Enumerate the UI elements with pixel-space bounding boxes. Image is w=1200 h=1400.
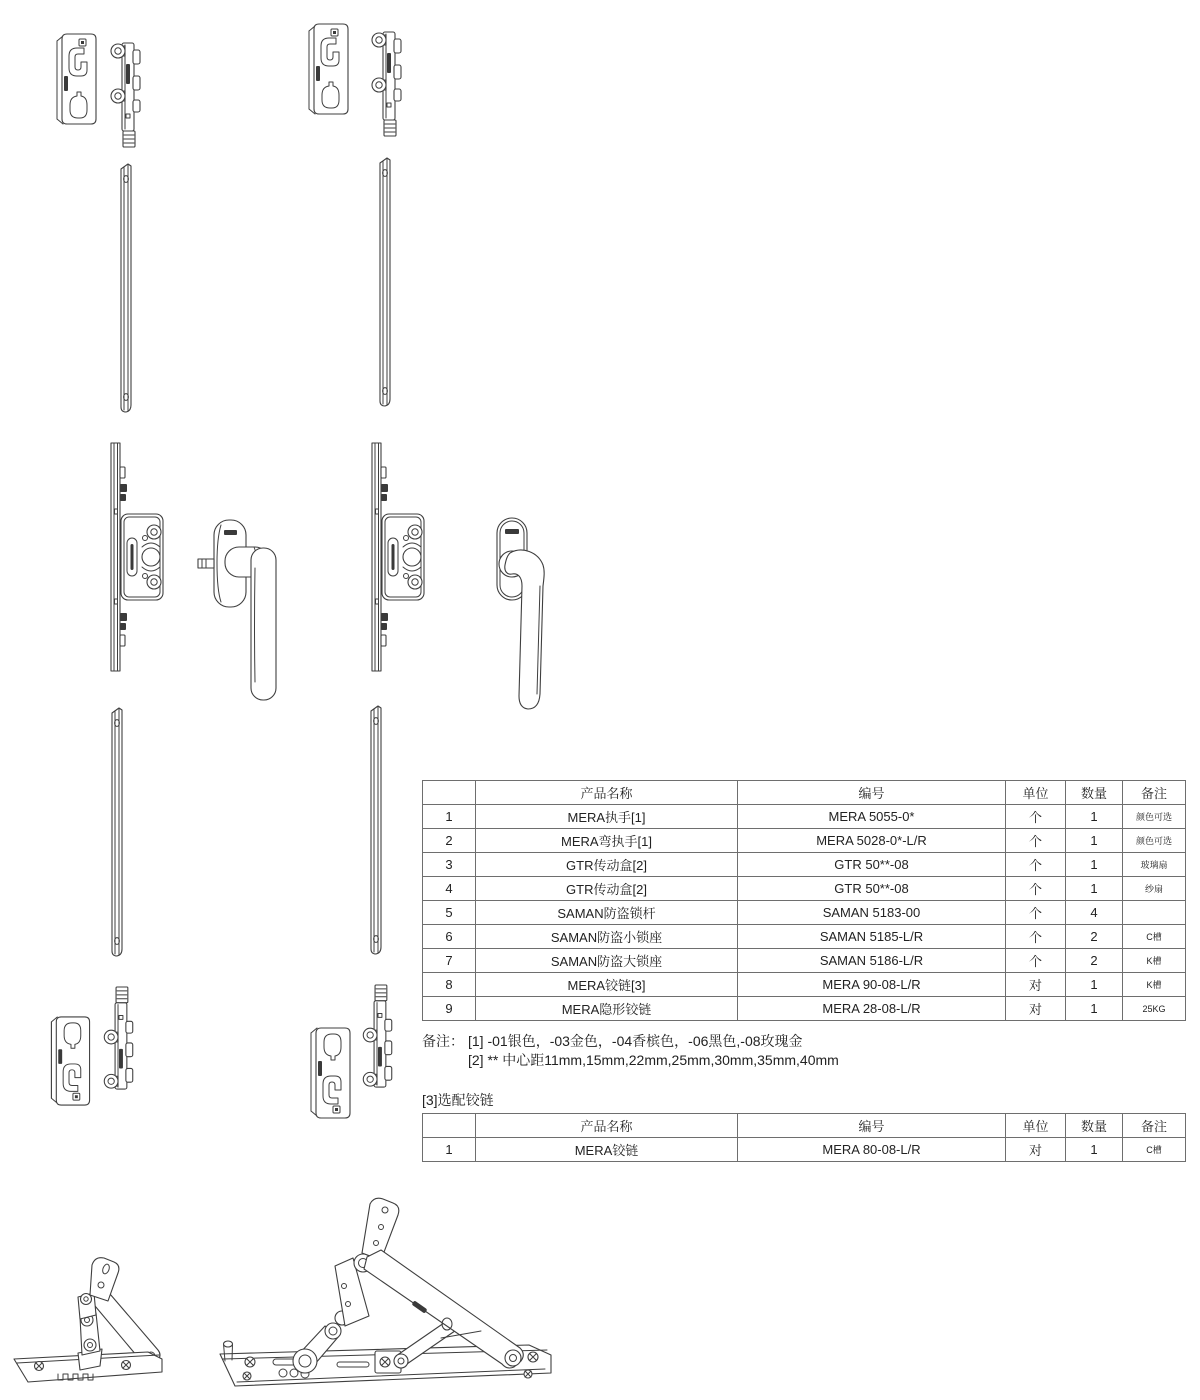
table-header-row [423,1114,1186,1138]
table-cell: 玻璃扇 [1123,853,1186,877]
lock-keeper-drawing-top-left [54,32,98,126]
table-row [423,877,1186,901]
lock-bar-drawing-2 [375,156,393,408]
table-cell: 个 [1006,949,1066,973]
table-cell: 1 [1066,877,1123,901]
table-cell: SAMAN防盗大锁座 [476,949,738,973]
column-header: 产品名称 [476,1114,738,1138]
table-cell: 个 [1006,805,1066,829]
lock-keeper-drawing-bottom-left [48,1015,92,1107]
table-cell: 1 [1066,997,1123,1021]
note-line-2: [2] ** 中心距11mm,15mm,22mm,25mm,30mm,35mm,40mm [468,1052,839,1068]
table-cell: SAMAN 5186-L/R [738,949,1006,973]
column-header: 单位 [1006,1114,1066,1138]
column-header: 数量 [1066,1114,1123,1138]
table-cell [1123,901,1186,925]
table-cell: MERA 90-08-L/R [738,973,1006,997]
table-cell: 8 [423,973,476,997]
table-cell: 1 [1066,853,1123,877]
lock-bar-drawing-1 [116,162,134,414]
table-cell: GTR传动盒[2] [476,853,738,877]
table-cell: 个 [1006,829,1066,853]
column-header [423,781,476,805]
table-cell: 7 [423,949,476,973]
table-cell: C槽 [1123,1138,1186,1162]
optional-hinge-table [422,1113,1186,1162]
handle-front-view-drawing [495,516,547,718]
table-cell: 4 [423,877,476,901]
table-cell: 颜色可选 [1123,805,1186,829]
table-cell: GTR 50**-08 [738,853,1006,877]
table-row [423,949,1186,973]
table-cell: SAMAN防盗锁杆 [476,901,738,925]
table-header-row [423,781,1186,805]
table-cell: 25KG [1123,997,1186,1021]
lock-slider-drawing-top-left [110,38,142,148]
lock-keeper-drawing-top-right [306,22,350,116]
table-cell: 1 [1066,1138,1123,1162]
table-cell: 个 [1006,853,1066,877]
table-cell: 2 [1066,949,1123,973]
table-cell: MERA铰链[3] [476,973,738,997]
table-cell: MERA 28-08-L/R [738,997,1006,1021]
table-cell: SAMAN防盗小锁座 [476,925,738,949]
table-cell: GTR 50**-08 [738,877,1006,901]
column-header: 单位 [1006,781,1066,805]
table-cell: MERA铰链 [476,1138,738,1162]
lock-slider-drawing-top-right [371,27,403,137]
table-cell: 纱扇 [1123,877,1186,901]
column-header [423,1114,476,1138]
table-cell: 2 [423,829,476,853]
table-row [423,805,1186,829]
handle-side-view-drawing [197,516,282,706]
table-row [423,925,1186,949]
table-row [423,973,1186,997]
column-header: 产品名称 [476,781,738,805]
table-row [423,829,1186,853]
column-header: 编号 [738,781,1006,805]
table-cell: MERA 5055-0* [738,805,1006,829]
table-cell: SAMAN 5183-00 [738,901,1006,925]
friction-hinge-small-drawing [12,1253,164,1385]
table-cell: 1 [1066,829,1123,853]
lock-bar-drawing-4 [366,704,384,956]
main-parts-table [422,780,1186,1021]
lock-bar-drawing-3 [107,706,125,958]
notes-block [422,1032,839,1070]
table-cell: MERA 5028-0*-L/R [738,829,1006,853]
table-cell: 对 [1006,997,1066,1021]
table-cell: 2 [1066,925,1123,949]
optional-hinge-title: [3]选配铰链 [422,1092,494,1108]
table-cell: C槽 [1123,925,1186,949]
table-cell: K槽 [1123,973,1186,997]
column-header: 备注 [1123,1114,1186,1138]
table-cell: 对 [1006,973,1066,997]
table-cell: 1 [1066,805,1123,829]
column-header: 编号 [738,1114,1006,1138]
table-cell: GTR传动盒[2] [476,877,738,901]
gearbox-assembly-drawing-left [109,441,167,673]
lock-slider-drawing-bottom-right [362,984,394,1092]
friction-hinge-large-drawing [195,1196,560,1392]
table-row [423,853,1186,877]
table-cell: K槽 [1123,949,1186,973]
table-cell: SAMAN 5185-L/R [738,925,1006,949]
table-cell: 3 [423,853,476,877]
table-cell: 对 [1006,1138,1066,1162]
table-cell: 1 [1066,973,1123,997]
table-cell: 5 [423,901,476,925]
table-cell: 9 [423,997,476,1021]
table-cell: MERA隐形铰链 [476,997,738,1021]
lock-keeper-drawing-bottom-right [308,1026,352,1120]
table-cell: 颜色可选 [1123,829,1186,853]
table-row [423,1138,1186,1162]
table-cell: MERA 80-08-L/R [738,1138,1006,1162]
lock-slider-drawing-bottom-left [103,986,135,1094]
note-line-1: [1] -01银色，-03金色，-04香槟色，-06黑色,-08玫瑰金 [468,1033,803,1049]
table-cell: 个 [1006,877,1066,901]
table-cell: MERA弯执手[1] [476,829,738,853]
table-cell: MERA执手[1] [476,805,738,829]
table-cell: 1 [423,805,476,829]
gearbox-assembly-drawing-right [370,441,428,673]
table-row [423,901,1186,925]
column-header: 备注 [1123,781,1186,805]
table-cell: 个 [1006,901,1066,925]
table-cell: 1 [423,1138,476,1162]
table-cell: 6 [423,925,476,949]
column-header: 数量 [1066,781,1123,805]
table-row [423,997,1186,1021]
notes-label: 备注： [422,1033,464,1049]
table-cell: 个 [1006,925,1066,949]
table-cell: 4 [1066,901,1123,925]
